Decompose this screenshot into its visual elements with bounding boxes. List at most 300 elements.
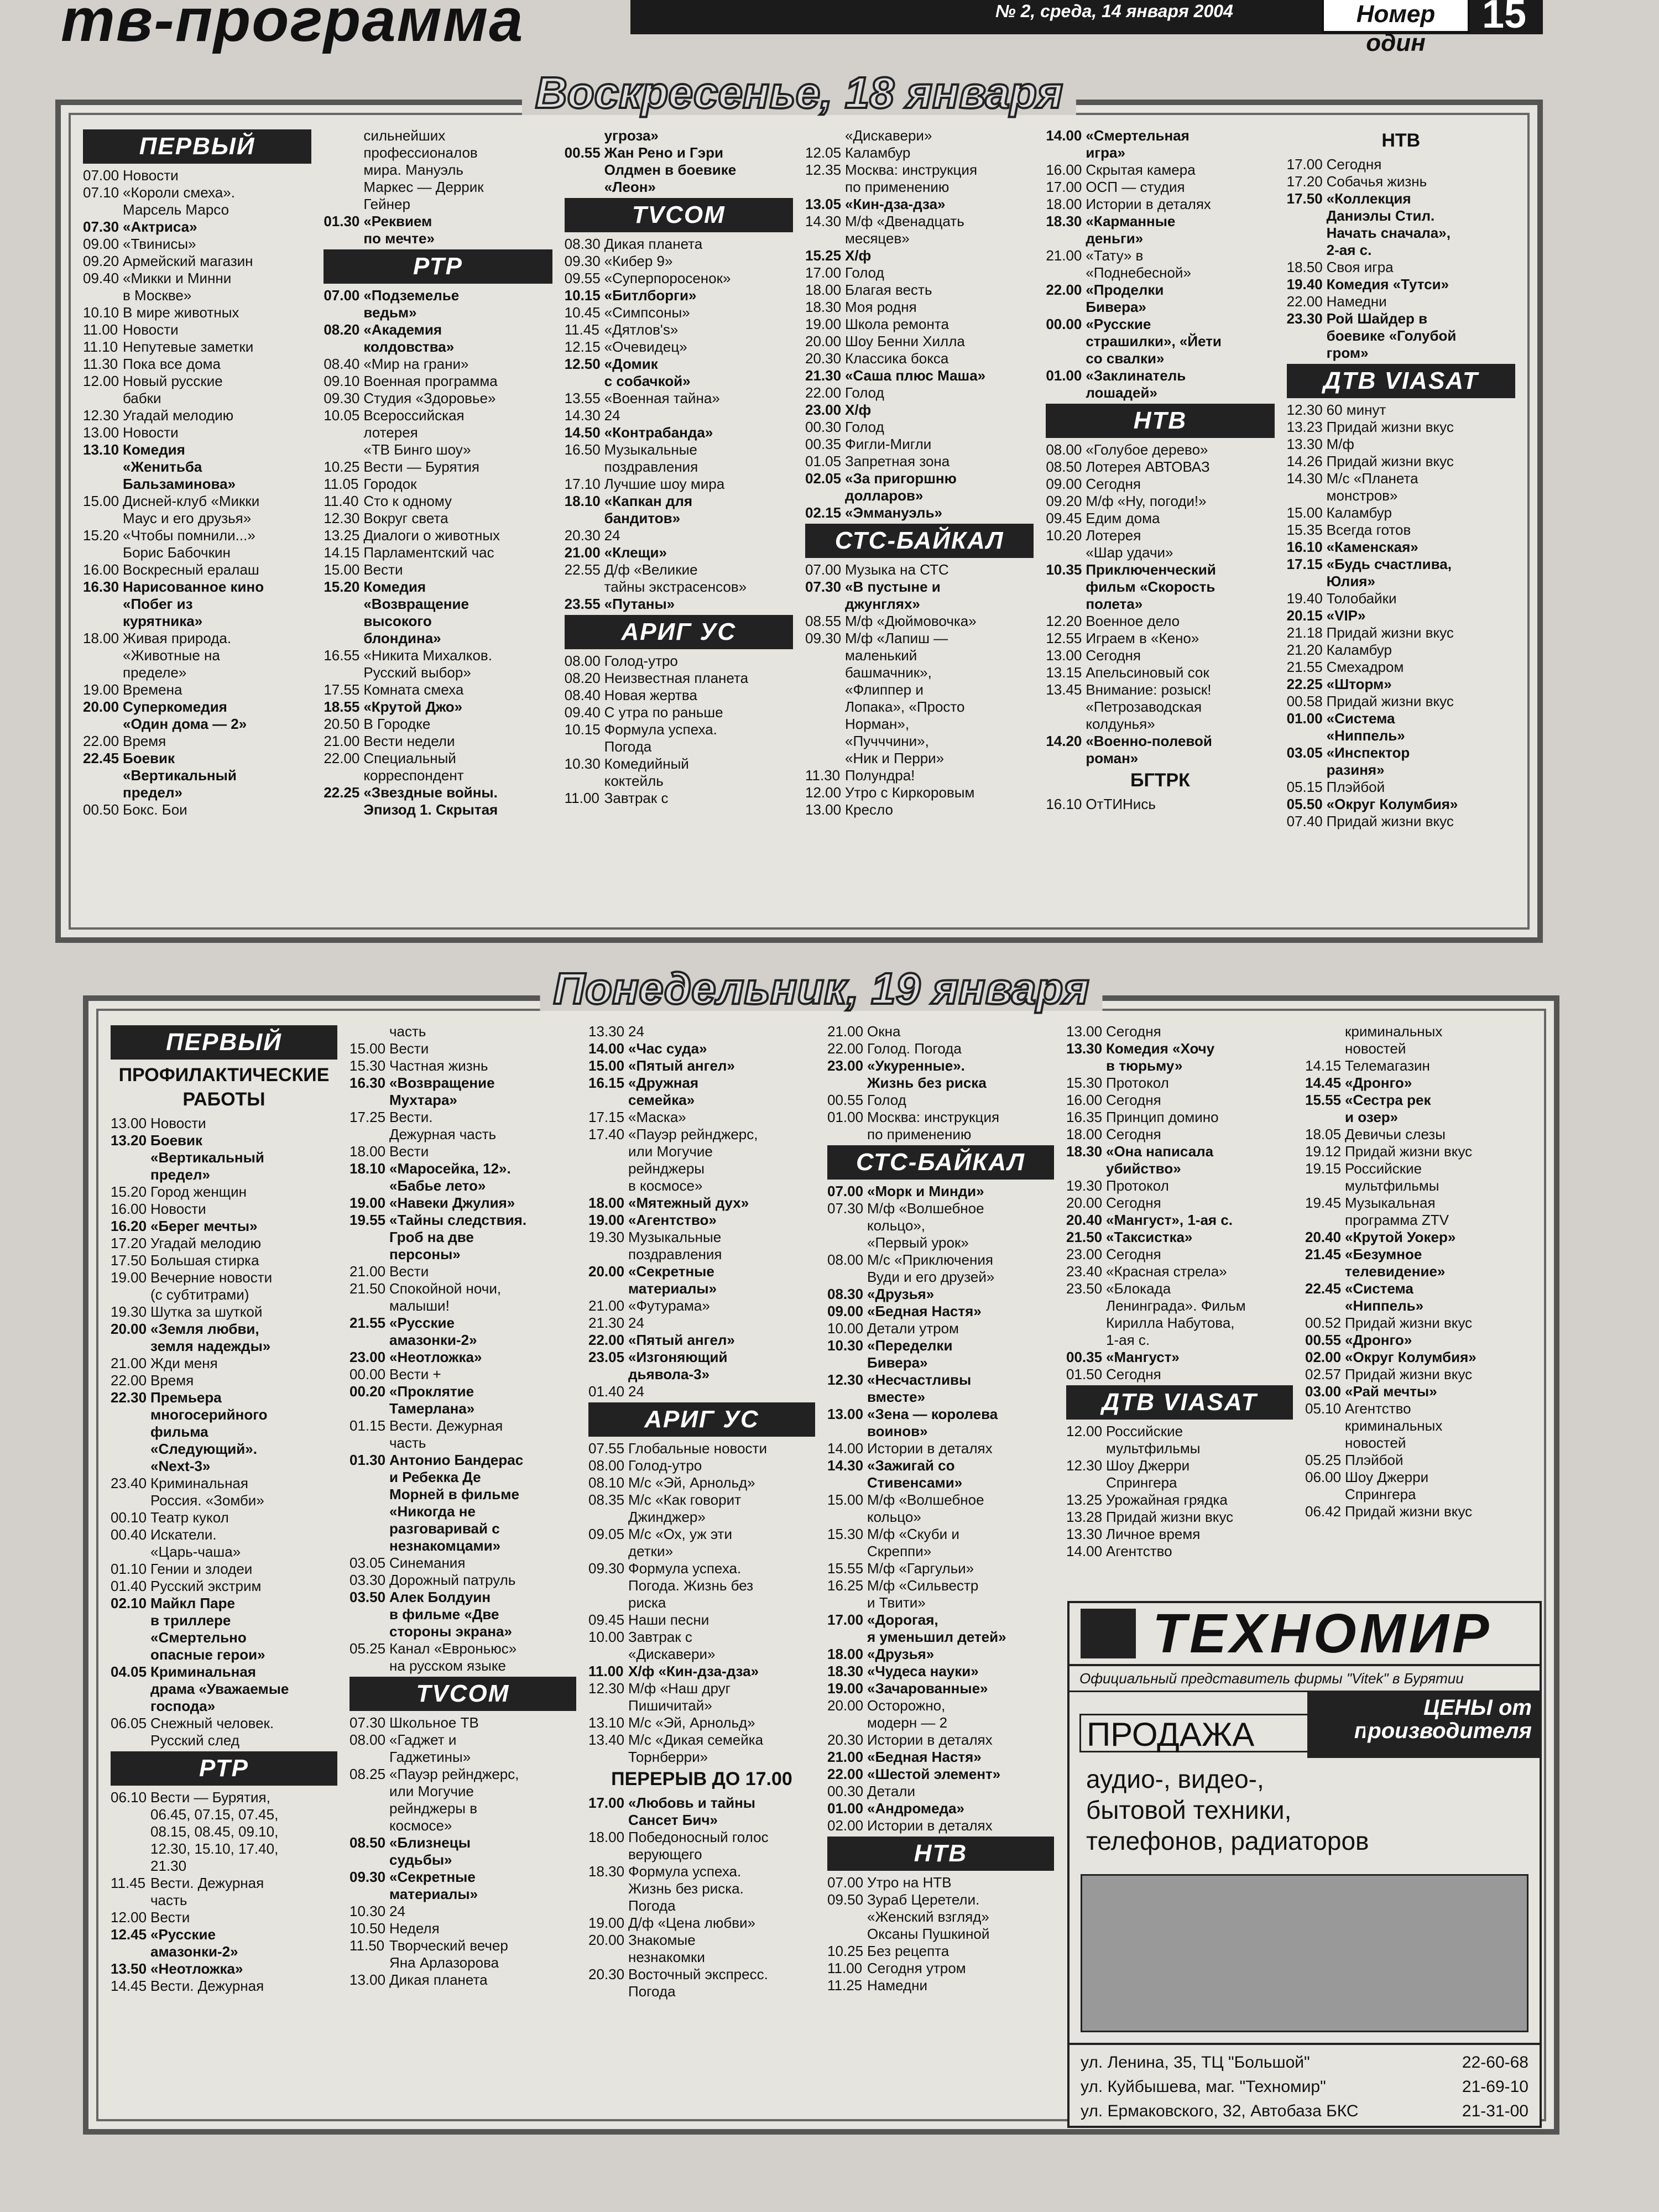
program-item	[565, 790, 793, 807]
channel-heading: БГТРК	[1130, 770, 1190, 791]
program-item	[588, 1023, 815, 1040]
address-text: ул. Ермаковского, 32, Автобаза БКС	[1081, 2102, 1359, 2120]
program-item	[324, 127, 552, 213]
program-title: «Возвращение Мухтара»	[389, 1074, 495, 1108]
program-item	[805, 470, 1034, 504]
program-time: 16.20	[111, 1218, 147, 1234]
program-title: Осторожно, модерн — 2	[867, 1697, 948, 1731]
program-time: 17.15	[588, 1109, 625, 1125]
program-time: 17.00	[588, 1794, 625, 1811]
program-item	[805, 333, 1034, 350]
program-title: Комедийный коктейль	[604, 755, 689, 789]
program-title: Играем в «Кено»	[1086, 630, 1199, 646]
program-time: 13.30	[1286, 436, 1323, 452]
program-time: 00.58	[1286, 693, 1323, 709]
channel-heading: АРИГ УС	[588, 1402, 815, 1437]
program-item	[588, 1731, 815, 1766]
program-title: Телемагазин	[1345, 1057, 1430, 1074]
program-title: «Укуренные». Жизнь без риска	[867, 1057, 987, 1091]
channel-heading: СТС-БАЙКАЛ	[827, 1145, 1054, 1180]
program-time: 16.25	[827, 1577, 864, 1594]
program-title: Вести — Бурятия	[363, 458, 479, 475]
program-time: 19.00	[588, 1914, 625, 1931]
program-item	[827, 1731, 1054, 1749]
program-time: 12.30	[324, 510, 360, 526]
program-title: «Будь счастлива, Юлия»	[1326, 556, 1452, 589]
program-time: 13.00	[111, 1115, 147, 1131]
program-time: 16.00	[83, 561, 119, 578]
program-time: 20.30	[805, 350, 842, 367]
program-time: 15.00	[588, 1057, 625, 1074]
program-item	[827, 1440, 1054, 1457]
program-title: «Дятлов's»	[604, 321, 679, 338]
program-title: «Агентство»	[628, 1212, 717, 1228]
program-item	[324, 493, 552, 510]
program-title: Утро на НТВ	[867, 1874, 952, 1891]
program-title: Комедия «Тутси»	[1326, 276, 1449, 293]
program-item	[1046, 527, 1274, 561]
program-item	[324, 733, 552, 750]
program-item	[1305, 1332, 1532, 1349]
program-item	[1287, 419, 1515, 436]
program-time: 14.00	[1066, 1543, 1103, 1559]
program-item	[805, 264, 1034, 281]
program-title: Канал «Евроньюс» на русском языке	[389, 1640, 517, 1674]
program-item	[349, 1383, 576, 1417]
program-title: 24	[628, 1383, 644, 1400]
program-item	[1066, 1423, 1293, 1457]
program-time: 14.15	[324, 544, 360, 561]
phone-number: 21-69-10	[1462, 2078, 1528, 2096]
program-time: 12.30	[83, 407, 119, 424]
program-item	[111, 1115, 337, 1132]
program-time: 21.00	[827, 1023, 864, 1040]
program-title: Музыка на СТС	[844, 561, 949, 578]
program-title: Школа ремонта	[844, 316, 949, 332]
program-time: 21.00	[564, 544, 601, 561]
program-item	[1066, 1126, 1293, 1143]
channel-heading: ПРОФИЛАКТИЧЕСКИЕ РАБОТЫ	[118, 1065, 330, 1110]
program-title: Намедни	[1326, 293, 1387, 310]
program-time: 19.00	[588, 1212, 625, 1228]
program-title: «Неотложка»	[150, 1960, 243, 1977]
program-time: 07.00	[827, 1874, 864, 1891]
program-title: М/ф «Волшебное кольцо», «Первый урок»	[867, 1200, 984, 1251]
program-title: «Академия колдовства»	[363, 321, 455, 355]
program-title: «Проделки Бивера»	[1086, 281, 1164, 315]
program-time: 20.15	[1286, 607, 1323, 624]
program-time: 20.00	[588, 1932, 625, 1948]
program-item	[1046, 196, 1274, 213]
program-title: Парламентский час	[363, 544, 494, 561]
program-title: Российские мультфильмы	[1106, 1423, 1201, 1457]
program-item	[1287, 521, 1515, 539]
program-item	[588, 1491, 815, 1526]
program-title: М/ф «Ну, погоди!»	[1086, 493, 1207, 509]
program-title: Время	[123, 733, 166, 749]
program-item	[111, 1389, 337, 1475]
program-title: М/ф «Наш друг Пишичитай»	[628, 1680, 731, 1714]
address-row	[1081, 2051, 1528, 2075]
program-title: Антонио Бандерас и Ребекка Де Морней в фильме «Никогда не разговаривай с незнакомцами»	[389, 1452, 524, 1554]
program-item	[349, 1554, 576, 1572]
program-title: «Пятый ангел»	[628, 1332, 735, 1348]
program-time: 01.00	[827, 1800, 864, 1817]
program-time: 19.40	[1286, 590, 1323, 607]
channel-heading: РТР	[324, 249, 552, 284]
program-title: Вести	[389, 1040, 429, 1057]
program-time: 01.30	[324, 213, 360, 229]
program-time: 18.00	[805, 281, 842, 298]
program-time: 20.40	[1305, 1229, 1342, 1245]
program-title: «Зачарованные»	[867, 1680, 988, 1697]
program-item	[1305, 1400, 1532, 1452]
program-item	[827, 1371, 1054, 1406]
program-title: «Крутой Уокер»	[1345, 1229, 1456, 1245]
schedule-column	[1066, 1023, 1293, 1598]
program-title: Комедия «Женитьба Бальзаминова»	[123, 441, 236, 492]
program-item	[111, 1526, 337, 1561]
program-title: «Битлборги»	[604, 287, 697, 304]
program-title: Сегодня	[1086, 476, 1141, 492]
address-row	[1081, 2099, 1528, 2124]
program-title: Плэйбой	[1326, 779, 1385, 795]
program-title: Придай жизни вкус	[1326, 813, 1454, 830]
program-title: «Пятый ангел»	[628, 1057, 735, 1074]
program-time: 10.15	[564, 721, 601, 738]
program-time: 20.40	[1066, 1212, 1103, 1228]
program-item	[805, 453, 1034, 470]
program-time: 10.50	[349, 1920, 386, 1937]
program-time: 09.20	[1046, 493, 1082, 509]
program-time: 08.35	[588, 1491, 625, 1508]
program-item	[1046, 796, 1274, 813]
program-title: 24	[604, 527, 620, 544]
program-time: 18.10	[349, 1160, 386, 1177]
program-item	[1305, 1366, 1532, 1383]
program-title: М/с «Эй, Арнольд»	[628, 1474, 755, 1491]
program-item	[588, 1714, 815, 1731]
program-time: 00.55	[1305, 1332, 1342, 1348]
program-item	[588, 1040, 815, 1057]
program-title: Премьера многосерийного фильма «Следующий». «Next-3»	[150, 1389, 268, 1474]
program-title: «Маросейка, 12». «Бабье лето»	[389, 1160, 511, 1194]
program-time: 08.20	[324, 321, 360, 338]
program-item	[324, 213, 552, 247]
program-time: 11.10	[83, 338, 118, 355]
program-time: 19.15	[1305, 1160, 1342, 1177]
program-time: 21.55	[349, 1314, 386, 1331]
program-title: Собачья жизнь	[1326, 173, 1427, 190]
program-time: 10.45	[564, 304, 601, 321]
program-title: Урожайная грядка	[1106, 1491, 1228, 1508]
program-item	[1287, 659, 1515, 676]
program-item	[324, 561, 552, 578]
program-title: Своя игра	[1326, 259, 1394, 275]
program-time: 06.05	[111, 1715, 147, 1731]
program-title: Сегодня	[1086, 647, 1141, 664]
program-item	[565, 704, 793, 721]
program-time: 13.00	[83, 424, 119, 441]
program-item	[1287, 539, 1515, 556]
program-title: Диалоги о животных	[363, 527, 500, 544]
channel-heading: ДТВ VIASAT	[1066, 1385, 1293, 1420]
program-title: Шутка за шуткой	[150, 1303, 263, 1320]
program-title: «Дискавери»	[844, 127, 932, 144]
program-title: Каламбур	[1326, 641, 1392, 658]
program-time: 15.00	[324, 561, 360, 578]
program-item	[1305, 1452, 1532, 1469]
program-time: 14.45	[111, 1978, 147, 1994]
program-title: ОСП — студия	[1086, 179, 1185, 195]
program-title: Вести	[389, 1143, 429, 1160]
program-title: «Бедная Настя»	[867, 1749, 982, 1765]
program-item	[588, 1314, 815, 1332]
program-time: 22.25	[1286, 676, 1323, 692]
program-time: 11.00	[588, 1663, 624, 1679]
program-time: 09.20	[83, 253, 119, 269]
program-time	[1305, 1023, 1345, 1057]
program-item	[349, 1920, 576, 1937]
program-title: Д/ф «Цена любви»	[628, 1914, 756, 1931]
program-title: Голод	[844, 419, 884, 435]
channel-heading: АРИГ УС	[565, 615, 793, 649]
program-item	[565, 755, 793, 790]
program-title: Принцип домино	[1106, 1109, 1219, 1125]
program-item	[349, 1194, 576, 1212]
program-item	[1046, 127, 1274, 161]
brand-name: ТЕХНОМИР	[1152, 1603, 1493, 1665]
program-item	[827, 1817, 1054, 1834]
program-item	[83, 338, 311, 356]
program-time: 01.15	[349, 1417, 386, 1434]
schedule-column	[83, 127, 311, 921]
program-title: Вести. Дежурная часть	[150, 1875, 264, 1908]
program-item	[1287, 293, 1515, 310]
program-time: 18.50	[1286, 259, 1323, 275]
program-time: 10.25	[827, 1943, 864, 1959]
program-time: 11.30	[805, 767, 841, 784]
program-title: Москва: инструкция по применению	[844, 161, 978, 195]
program-time: 17.40	[588, 1126, 625, 1142]
program-title: «VIP»	[1326, 607, 1366, 624]
program-time: 17.20	[111, 1235, 147, 1251]
program-time: 01.00	[1046, 367, 1082, 384]
program-item	[1287, 436, 1515, 453]
program-title: «Реквием по мечте»	[363, 213, 435, 247]
program-title: М/с «Планета монстров»	[1326, 470, 1418, 504]
program-time: 14.20	[1046, 733, 1082, 749]
ad-sale: ПРОДАЖА	[1079, 1714, 1367, 1752]
program-time: 03.05	[1286, 744, 1323, 761]
program-time: 02.15	[805, 504, 842, 521]
program-time: 12.20	[1046, 613, 1082, 629]
program-item	[588, 1383, 815, 1400]
program-item	[827, 1663, 1054, 1680]
program-time: 00.30	[805, 419, 842, 435]
program-title: «Андромеда»	[867, 1800, 964, 1817]
program-item	[588, 1914, 815, 1932]
program-time: 21.55	[1286, 659, 1323, 675]
program-title: Х/ф	[844, 247, 872, 264]
program-title: «Русские страшилки», «Йети со свалки»	[1086, 316, 1222, 367]
program-title: часть	[389, 1023, 426, 1040]
day-heading: Понедельник, 19 января	[540, 967, 1103, 1011]
program-time: 20.00	[805, 333, 842, 349]
program-time: 10.00	[827, 1320, 864, 1337]
program-title: Внимание: розыск! «Петрозаводская колдунья»	[1086, 681, 1212, 732]
program-item	[111, 1926, 337, 1960]
program-item	[111, 1909, 337, 1926]
program-item	[111, 1561, 337, 1578]
program-time: 17.20	[1286, 173, 1323, 190]
program-title: Моя родня	[844, 299, 917, 315]
program-item	[1305, 1246, 1532, 1280]
program-item	[111, 1595, 337, 1663]
program-time: 14.26	[1286, 453, 1323, 469]
program-title: «Шторм»	[1326, 676, 1392, 692]
program-time: 15.00	[83, 493, 119, 509]
program-item	[324, 698, 552, 716]
program-item	[565, 127, 793, 144]
program-item	[565, 144, 793, 196]
program-time: 07.30	[83, 218, 119, 235]
program-time: 19.00	[805, 316, 842, 332]
program-title: Девичьи слезы	[1345, 1126, 1446, 1142]
program-title: «Подземелье ведьм»	[363, 287, 460, 321]
program-time: 11.25	[827, 1977, 863, 1994]
program-title: Истории в деталях	[1086, 196, 1211, 212]
program-time: 11.45	[564, 321, 599, 338]
program-item	[588, 1349, 815, 1383]
page-header	[0, 0, 1659, 56]
program-item	[1305, 1057, 1532, 1074]
program-item	[1046, 613, 1274, 630]
program-item	[111, 1578, 337, 1595]
program-title: Алек Болдуин в фильме «Две стороны экрана»	[389, 1589, 512, 1640]
program-time: 00.40	[111, 1526, 147, 1543]
program-time: 13.15	[1046, 664, 1082, 681]
program-title: «Тату» в «Поднебесной»	[1086, 247, 1191, 281]
program-title: «Друзья»	[867, 1286, 935, 1302]
program-time: 05.10	[1305, 1400, 1342, 1417]
program-item	[1046, 161, 1274, 179]
program-title: Жан Рено и Гэри Олдмен в боевике «Леон»	[604, 144, 737, 195]
program-item	[588, 1966, 815, 2000]
program-item	[588, 1212, 815, 1229]
program-title: Голод-утро	[604, 653, 678, 669]
program-title: Шоу Джерри Спрингера	[1345, 1469, 1429, 1503]
program-time: 01.40	[588, 1383, 625, 1400]
program-time: 22.00	[111, 1372, 147, 1389]
program-item	[83, 321, 311, 338]
program-item	[111, 1132, 337, 1183]
program-time: 10.10	[83, 304, 119, 321]
program-title: Новости	[150, 1115, 206, 1131]
program-time: 11.00	[827, 1960, 863, 1976]
program-title: Плэйбой	[1345, 1452, 1404, 1468]
program-item	[1287, 796, 1515, 813]
program-time: 21.20	[1286, 641, 1323, 658]
program-title: «Система «Ниппель»	[1345, 1280, 1424, 1314]
program-time: 17.15	[1286, 556, 1323, 572]
program-title: «Капкан для бандитов»	[604, 493, 693, 526]
program-title: «Навеки Джулия»	[389, 1194, 515, 1211]
program-title: «Переделки Бивера»	[867, 1337, 953, 1371]
program-time: 15.00	[1286, 504, 1323, 521]
program-title: Знакомые незнакомки	[628, 1932, 705, 1965]
program-time: 15.30	[349, 1057, 386, 1074]
program-time: 04.05	[111, 1663, 147, 1680]
program-time: 10.30	[827, 1337, 864, 1354]
program-title: Новая жертва	[604, 687, 697, 703]
program-time: 18.30	[805, 299, 842, 315]
program-item	[1287, 276, 1515, 293]
program-title: Голод-утро	[628, 1457, 702, 1474]
program-time: 07.55	[588, 1440, 625, 1457]
program-time: 09.10	[324, 373, 360, 389]
program-item	[83, 218, 311, 236]
program-title: Благая весть	[844, 281, 932, 298]
program-time	[324, 127, 363, 213]
channel-heading: РТР	[111, 1751, 337, 1786]
program-time: 12.30	[588, 1680, 625, 1697]
program-item	[83, 270, 311, 304]
program-title: Пока все дома	[123, 356, 221, 372]
program-title: Дисней-клуб «Микки Маус и его друзья»	[123, 493, 260, 526]
program-title: «Смертельная игра»	[1086, 127, 1190, 161]
program-time: 19.00	[349, 1194, 386, 1211]
program-item	[1287, 641, 1515, 659]
program-title: Сегодня	[1106, 1246, 1161, 1262]
program-item	[83, 356, 311, 373]
program-time: 12.30	[827, 1371, 864, 1388]
program-time: 13.10	[588, 1714, 625, 1731]
program-time: 05.50	[1286, 796, 1323, 812]
program-item	[349, 1903, 576, 1920]
program-title: Шоу Бенни Хилла	[844, 333, 965, 349]
program-item	[805, 247, 1034, 264]
program-time: 18.00	[827, 1646, 864, 1662]
program-time	[565, 127, 604, 144]
program-item	[1305, 1023, 1532, 1057]
program-title: Сегодня	[1106, 1194, 1161, 1211]
program-time: 23.05	[588, 1349, 625, 1365]
program-item	[111, 1372, 337, 1389]
program-item	[1287, 310, 1515, 362]
program-item	[111, 1235, 337, 1252]
program-time	[805, 127, 845, 144]
program-title: «Домик с собачкой»	[604, 356, 691, 389]
program-title: «Военно-полевой роман»	[1086, 733, 1212, 766]
program-time: 02.00	[827, 1817, 864, 1834]
program-title: «Русские амазонки-2»	[389, 1314, 477, 1348]
program-title: «Суперпоросенок»	[604, 270, 731, 286]
program-title: М/ф «Сильвестр и Твити»	[867, 1577, 979, 1611]
program-title: «Клещи»	[604, 544, 667, 561]
program-item	[805, 767, 1034, 784]
program-title: Сегодня	[1326, 156, 1382, 173]
program-item	[588, 1229, 815, 1263]
program-title: «Близнецы судьбы»	[389, 1834, 471, 1868]
program-title: Личное время	[1106, 1526, 1201, 1542]
program-title: Окна	[867, 1023, 901, 1040]
program-item	[83, 630, 311, 681]
schedule-column	[349, 1023, 576, 2112]
program-title: Голод. Погода	[867, 1040, 962, 1057]
program-item	[324, 681, 552, 698]
program-time: 08.00	[1046, 441, 1082, 458]
